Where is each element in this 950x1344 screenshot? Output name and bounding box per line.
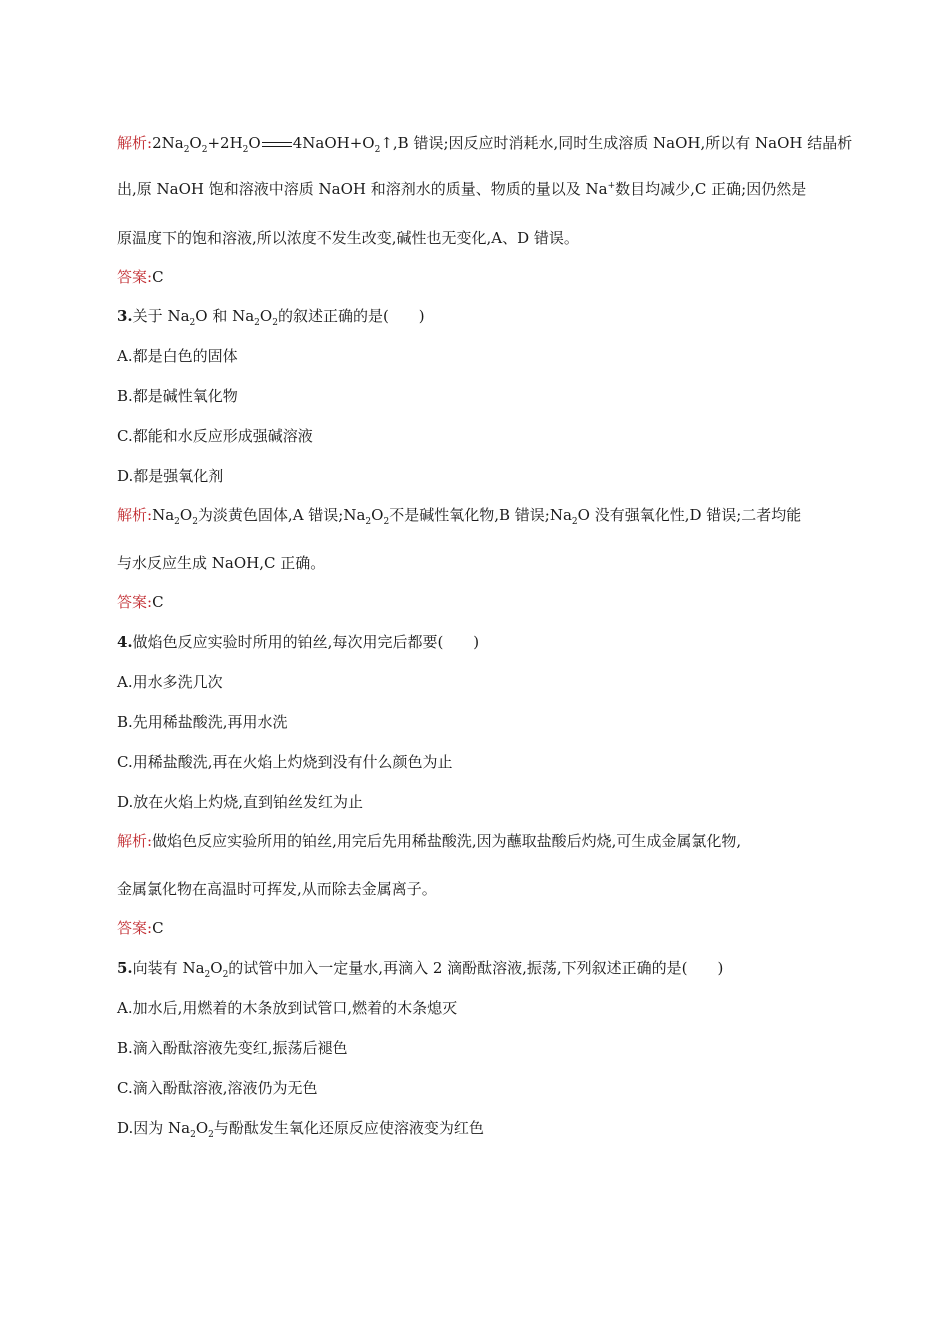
q3-option-a: A.都是白色的固体	[117, 347, 238, 365]
q5-option-c: C.滴入酚酞溶液,溶液仍为无色	[117, 1079, 318, 1097]
analysis-text: ↑,B 错误;因反应时消耗水,同时生成溶质 NaOH,所以有 NaOH 结晶析	[380, 134, 853, 152]
q5-option-b: B.滴入酚酞溶液先变红,振荡后褪色	[117, 1039, 348, 1057]
answer-value: C	[152, 593, 164, 611]
q3-answer	[117, 592, 164, 612]
analysis-label: 解析:	[117, 506, 153, 524]
q4-analysis-line1: 解析:做焰色反应实验所用的铂丝,用完后先用稀盐酸洗,因为蘸取盐酸后灼烧,可生成金属氯化物,	[117, 832, 742, 850]
q3-option-d: D.都是强氧化剂	[117, 467, 224, 485]
q4-option-a: A.用水多洗几次	[117, 673, 223, 691]
q2-analysis-line1	[117, 133, 852, 153]
answer-value: C	[152, 268, 164, 286]
q2-analysis-line2: 出,原 NaOH 饱和溶液中溶质 NaOH 和溶剂水的质量、物质的量以及 Na+数目均减少,C 正确;因仍然是	[117, 180, 807, 198]
q3-option-b: B.都是碱性氧化物	[117, 387, 238, 405]
q5-option-a: A.加水后,用燃着的木条放到试管口,燃着的木条熄灭	[117, 999, 458, 1017]
q5-stem: 5.向装有 $Na_2O_2$的试管中加入一定量水,再滴入 2 滴酚酞溶液,振荡,下列叙述正确的是( )	[117, 959, 724, 980]
q3-stem: 3.关于 $Na_2O$ 和 $Na_2O_2$的叙述正确的是( )	[117, 307, 425, 328]
question-number: 4.	[117, 633, 133, 651]
q2-analysis-line3: 原温度下的饱和溶液,所以浓度不发生改变,碱性也无变化,A、D 错误。	[117, 229, 579, 247]
q2-answer	[117, 267, 164, 287]
answer-value: C	[152, 919, 164, 937]
q3-analysis-line2: 与水反应生成 NaOH,C 正确。	[117, 554, 326, 572]
equation-right: $4NaOH+O_2$	[292, 134, 381, 155]
equals-sign-icon	[262, 142, 292, 147]
q4-answer	[117, 918, 164, 938]
q4-option-c: C.用稀盐酸洗,再在火焰上灼烧到没有什么颜色为止	[117, 753, 453, 771]
q4-option-d: D.放在火焰上灼烧,直到铂丝发红为止	[117, 793, 364, 811]
q3-option-c: C.都能和水反应形成强碱溶液	[117, 427, 313, 445]
q5-option-d: D.因为 $Na_2O_2$与酚酞发生氧化还原反应使溶液变为红色	[117, 1119, 484, 1140]
question-number: 5.	[117, 959, 133, 977]
q4-stem: 4.做焰色反应实验时所用的铂丝,每次用完后都要( )	[117, 633, 480, 651]
answer-label: 答案:	[117, 268, 153, 286]
q4-analysis-line2: 金属氯化物在高温时可挥发,从而除去金属离子。	[117, 880, 437, 898]
q4-option-b: B.先用稀盐酸洗,再用水洗	[117, 713, 288, 731]
equation-left: $2Na_2O_2+2H_2O$	[152, 134, 261, 155]
analysis-label: 解析:	[117, 832, 153, 850]
analysis-label: 解析:	[117, 134, 153, 152]
q3-analysis-line1: 解析$:Na_2O_2$为淡黄色固体,A 错误$;Na_2O_2$不是碱性氧化物,B 错误$;Na_2O$ 没有强氧化性,D 错误;二者均能	[117, 506, 802, 527]
question-number: 3.	[117, 307, 133, 325]
answer-label: 答案:	[117, 593, 153, 611]
answer-label: 答案:	[117, 919, 153, 937]
